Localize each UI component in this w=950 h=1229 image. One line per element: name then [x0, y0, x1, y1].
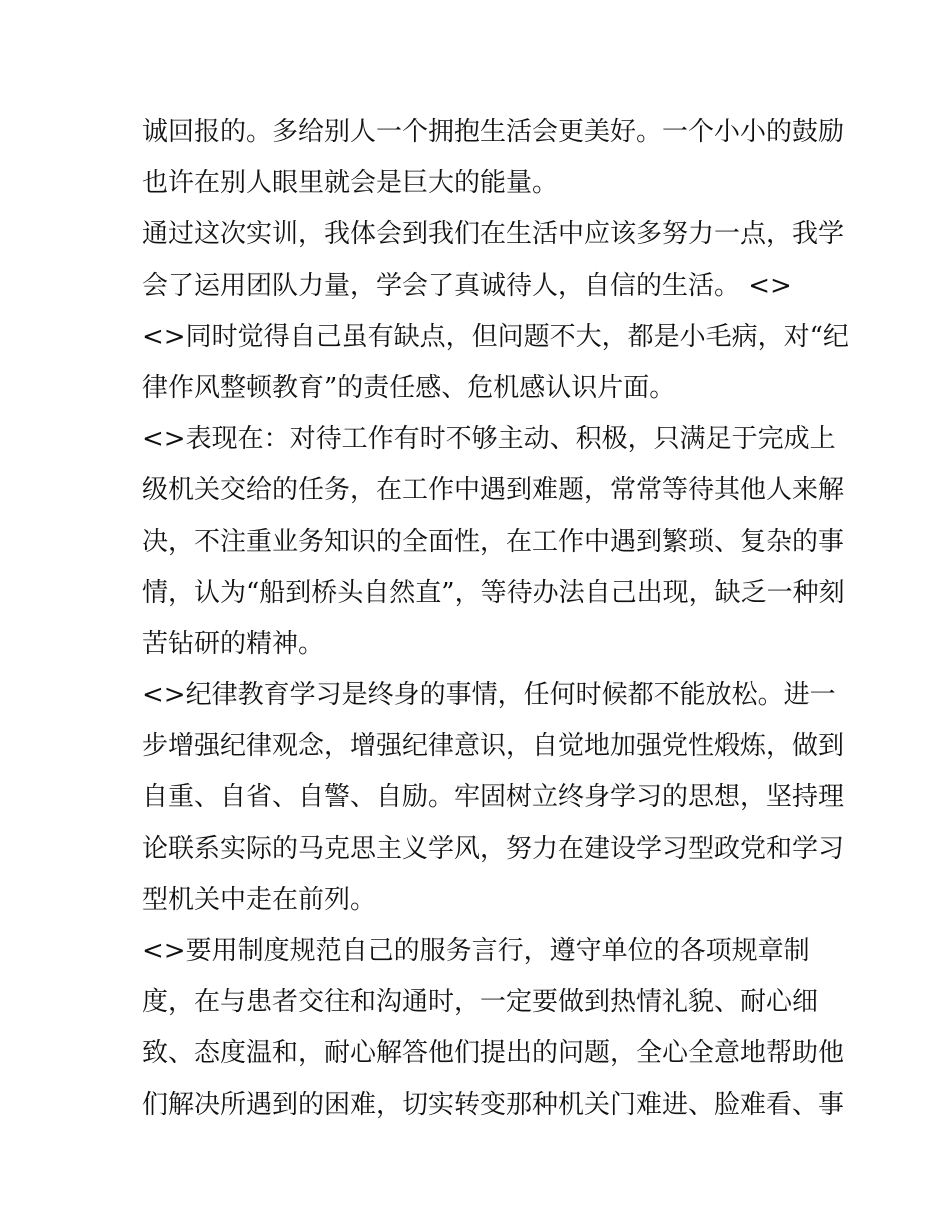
text-line: 自重、自省、自警、自励。牢固树立终身学习的思想，坚持理	[142, 782, 845, 813]
text-line: 通过这次实训，我体会到我们在生活中应该多努力一点，我学	[142, 219, 845, 250]
text-line: 律作风整顿教育”的责任感、危机感认识片面。	[142, 372, 676, 403]
text-line: 级机关交给的任务，在工作中遇到难题，常常等待其他人来解	[142, 475, 845, 506]
text-line: 论联系实际的马克思主义学风，努力在建设学习型政党和学习	[142, 833, 845, 864]
text-line: 致、态度温和，耐心解答他们提出的问题，全心全意地帮助他	[142, 1038, 845, 1069]
text-line: <>同时觉得自己虽有缺点，但问题不大，都是小毛病，对“纪	[142, 321, 849, 352]
text-line: 决，不注重业务知识的全面性，在工作中遇到繁琐、复杂的事	[142, 526, 845, 557]
text-line: <>表现在：对待工作有时不够主动、积极，只满足于完成上	[142, 424, 836, 455]
text-line: 苦钻研的精神。	[142, 628, 325, 659]
text-line: 诚回报的。多给别人一个拥抱生活会更美好。一个小小的鼓励	[142, 117, 845, 147]
text-line: 情，认为“船到桥头自然直”，等待办法自己出现，缺乏一种刻	[142, 577, 845, 608]
text-line: 步增强纪律观念，增强纪律意识，自觉地加强党性煅炼，做到	[142, 731, 845, 762]
body-text	[142, 107, 849, 1131]
text-line: 度，在与患者交往和沟通时，一定要做到热情礼貌、耐心细	[142, 987, 819, 1018]
text-line: <>要用制度规范自己的服务言行，遵守单位的各项规章制	[142, 936, 810, 966]
text-line: 们解决所遇到的困难，切实转变那种机关门难进、脸难看、事	[142, 1089, 845, 1120]
text-line: <>纪律教育学习是终身的事情，任何时候都不能放松。进一	[142, 680, 836, 711]
text-line: 型机关中走在前列。	[142, 884, 377, 915]
text-line: 也许在别人眼里就会是巨大的能量。	[142, 168, 559, 199]
text-line: 会了运用团队力量，学会了真诚待人，自信的生活。 <>	[142, 270, 792, 301]
